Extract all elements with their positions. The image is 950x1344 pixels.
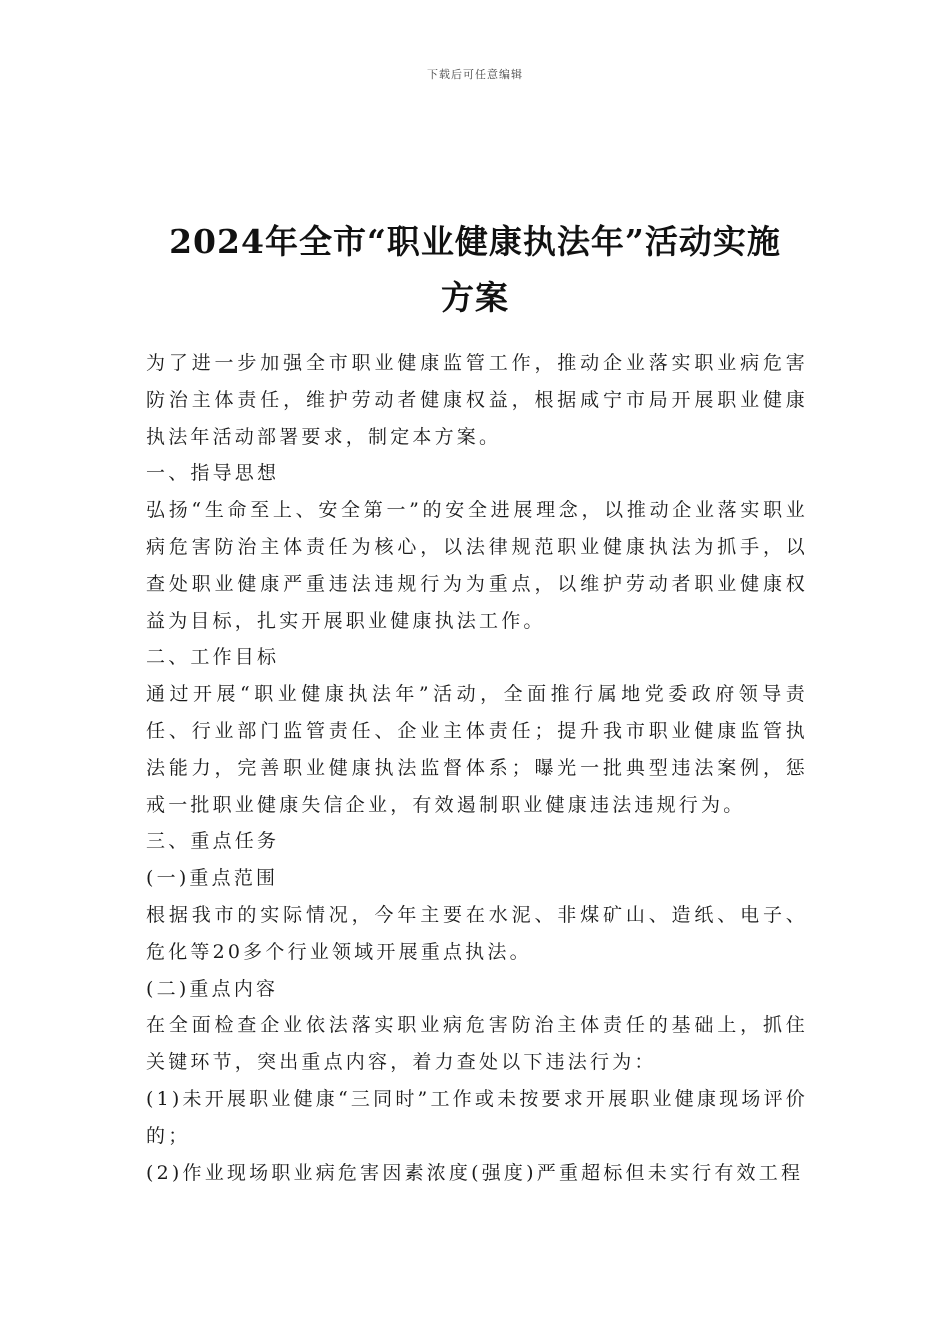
key-content-paragraph: 在全面检查企业依法落实职业病危害防治主体责任的基础上，抓住关键环节，突出重点内容，着力查处以下违法行为：	[146, 1014, 808, 1074]
section-heading-work-goals: 二、工作目标	[146, 646, 280, 669]
title-line-1: 2024年全市“职业健康执法年”活动实施	[169, 222, 781, 261]
key-scope-paragraph: 根据我市的实际情况，今年主要在水泥、非煤矿山、造纸、电子、危化等20多个行业领域开展重点执法。	[146, 903, 808, 963]
section-heading-key-tasks: 三、重点任务	[146, 830, 280, 853]
header-note: 下载后可任意编辑	[427, 68, 523, 81]
section-heading-guiding-ideology: 一、指导思想	[146, 462, 280, 485]
list-item: (2)作业现场职业病危害因素浓度(强度)严重超标但未实行有效工程	[146, 1161, 804, 1184]
document-title	[140, 214, 810, 326]
subheading-key-scope: (一)重点范围	[146, 867, 279, 890]
list-item: (1)未开展职业健康“三同时”工作或未按要求开展职业健康现场评价的；	[146, 1087, 808, 1147]
work-goals-paragraph: 通过开展“职业健康执法年”活动，全面推行属地党委政府领导责任、行业部门监管责任、企业主体责任；提升我市职业健康监管执法能力，完善职业健康执法监督体系；曝光一批典型违法案例，惩戒一批职业健康失信企业，有效遏制职业健康违法违规行为。	[146, 683, 808, 816]
subheading-key-content: (二)重点内容	[146, 977, 279, 1000]
guiding-ideology-paragraph: 弘扬“生命至上、安全第一”的安全进展理念，以推动企业落实职业病危害防治主体责任为核心，以法律规范职业健康执法为抓手，以查处职业健康严重违法违规行为为重点，以维护劳动者职业健康权益为目标，扎实开展职业健康执法工作。	[146, 499, 808, 632]
intro-paragraph: 为了进一步加强全市职业健康监管工作，推动企业落实职业病危害防治主体责任，维护劳动者健康权益，根据咸宁市局开展职业健康执法年活动部署要求，制定本方案。	[146, 352, 808, 448]
title-line-2: 方案	[441, 278, 509, 317]
document-body	[146, 345, 808, 1191]
